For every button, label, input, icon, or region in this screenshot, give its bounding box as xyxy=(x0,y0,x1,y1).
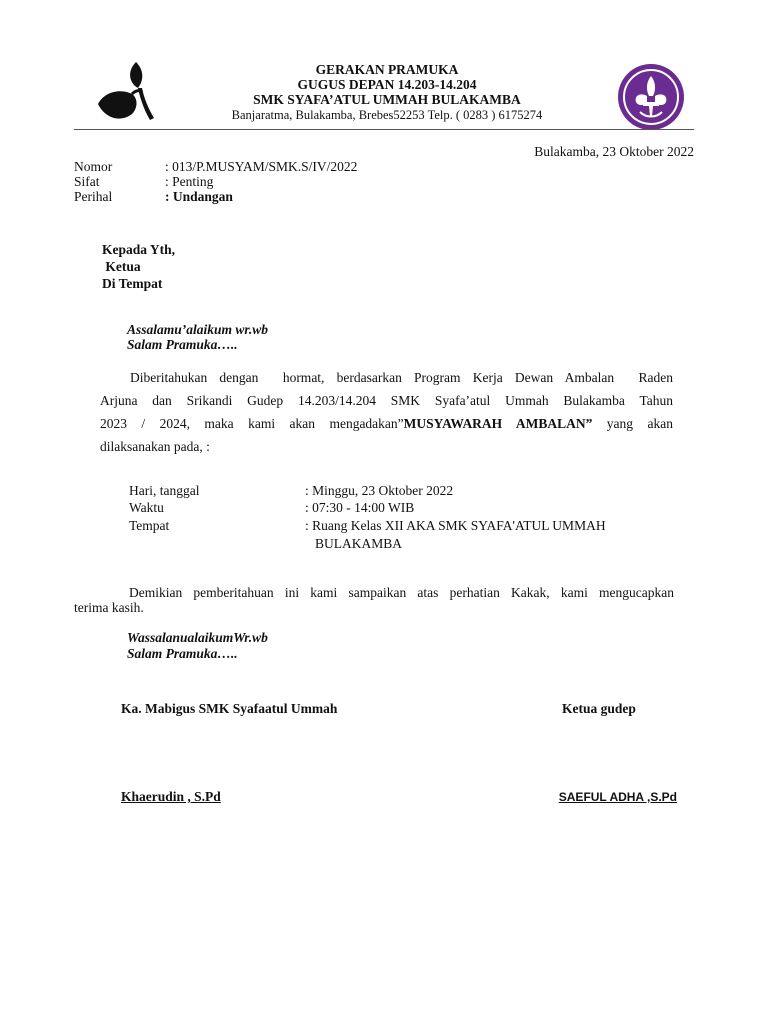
body-line-3-post: yang akan xyxy=(592,416,673,431)
meta-label-sifat: Sifat xyxy=(74,174,100,189)
event-name: MUSYAWARAH AMBALAN” xyxy=(403,416,593,431)
greeting-line-2: Salam Pramuka….. xyxy=(127,337,238,352)
body-line-1: Diberitahukan dengan hormat, berdasarkan Program Kerja Dewan Ambalan Raden xyxy=(130,370,673,385)
greeting-line-1: Assalamu’alaikum wr.wb xyxy=(127,322,269,337)
org-title: GERAKAN PRAMUKA xyxy=(315,62,459,77)
schedule-value-place-cont: BULAKAMBA xyxy=(315,536,403,551)
emblem-circle xyxy=(618,64,684,130)
schedule-value-time: : 07:30 - 14:00 WIB xyxy=(305,500,415,515)
body-line-3-pre: 2023 / 2024, maka kami akan mengadakan” xyxy=(100,416,404,431)
signature-left-name: Khaerudin , S.Pd xyxy=(121,789,221,804)
recipient-line-1: Kepada Yth, xyxy=(102,242,176,257)
schedule-label-place: Tempat xyxy=(129,518,170,533)
body-line-2: Arjuna dan Srikandi Gudep 14.203/14.204 SMK Syafa’atul Ummah Bulakamba Tahun xyxy=(100,393,673,408)
schedule-value-day: : Minggu, 23 Oktober 2022 xyxy=(305,483,454,498)
closing-line-2: terima kasih. xyxy=(74,600,144,615)
world-scout-emblem-icon xyxy=(616,62,686,132)
schedule-label-day: Hari, tanggal xyxy=(129,483,200,498)
body-line-4: dilaksanakan pada, : xyxy=(100,439,210,454)
header-divider xyxy=(74,129,694,130)
tunas-kelapa-logo-icon xyxy=(96,58,158,126)
meta-value-perihal: : Undangan xyxy=(165,189,233,204)
letter-date: Bulakamba, 23 Oktober 2022 xyxy=(534,144,694,159)
signature-left-title: Ka. Mabigus SMK Syafaatul Ummah xyxy=(121,701,338,716)
meta-value-sifat: : Penting xyxy=(165,174,214,189)
signature-right-name: SAEFUL ADHA ,S.Pd xyxy=(558,790,677,804)
meta-label-nomor: Nomor xyxy=(74,159,113,174)
farewell-line-2: Salam Pramuka….. xyxy=(127,646,238,661)
gudep-title: GUGUS DEPAN 14.203-14.204 xyxy=(297,77,477,92)
body-line-3 xyxy=(100,416,673,432)
school-title: SMK SYAFA’ATUL UMMAH BULAKAMBA xyxy=(253,92,521,107)
closing-line-1: Demikian pemberitahuan ini kami sampaikan atas perhatian Kakak, kami mengucapkan xyxy=(129,585,674,600)
recipient-line-2: Ketua xyxy=(102,259,141,274)
recipient-line-3: Di Tempat xyxy=(102,276,163,291)
schedule-value-place: : Ruang Kelas XII AKA SMK SYAFA'ATUL UMMAH xyxy=(305,518,606,533)
school-address: Banjaratma, Bulakamba, Brebes52253 Telp. ( 0283 ) 6175274 xyxy=(231,108,543,122)
signature-right-title: Ketua gudep xyxy=(562,701,636,716)
farewell-line-1: WassalanualaikumWr.wb xyxy=(127,630,268,645)
meta-value-nomor: : 013/P.MUSYAM/SMK.S/IV/2022 xyxy=(165,159,358,174)
meta-label-perihal: Perihal xyxy=(74,189,113,204)
schedule-label-time: Waktu xyxy=(129,500,164,515)
